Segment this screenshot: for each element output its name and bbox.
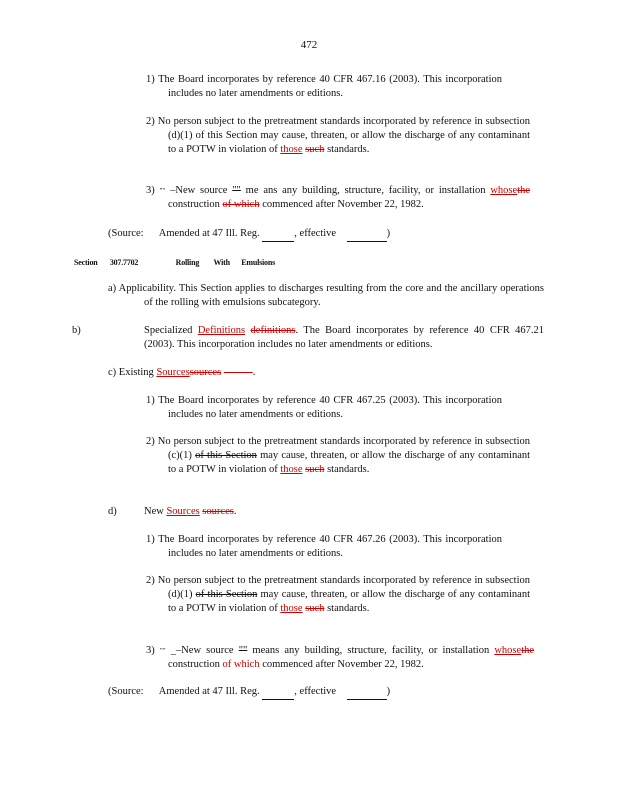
inserted-text: those	[280, 464, 303, 475]
deleted-text: the	[517, 185, 531, 196]
section-title-word: Rolling	[175, 258, 200, 267]
subsection-a	[108, 282, 544, 310]
item-text-end: standards.	[327, 603, 370, 614]
item-label: 2)	[146, 436, 155, 447]
item-text: construction	[168, 659, 220, 670]
item-text: commenced after November 22, 1982.	[262, 659, 424, 670]
section-word: Section	[74, 258, 98, 267]
item-label: 2)	[146, 116, 155, 127]
item-text: No person subject to the pretreatment standards incorporated by reference in subsection (d)(1)	[157, 575, 531, 600]
item-text: commenced after November 22, 1982.	[262, 199, 424, 210]
source-text: )	[386, 228, 391, 239]
inserted-text: whose	[490, 185, 518, 196]
item-label: 2)	[146, 575, 155, 586]
subsection-c-item-2	[146, 435, 530, 477]
deleted-text: such	[305, 603, 325, 614]
subsection-label: b)	[72, 325, 81, 336]
subsection-d	[108, 505, 236, 519]
source-text: , effective	[294, 686, 337, 697]
source-note-2	[108, 685, 390, 700]
blank-line	[347, 685, 387, 700]
deleted-text: of which	[222, 199, 260, 210]
item-text: The Board incorporates by reference 40 CFR 467.26 (2003). This incorporation includes no later amendments or editions.	[158, 534, 502, 559]
subsection-text: Specialized	[144, 325, 193, 336]
item-text: No person subject to the pretreatment standards incorporated by reference in subsection (c)(1)	[157, 436, 531, 461]
deleted-text: such	[305, 464, 325, 475]
deleted-text: of this Section	[195, 589, 258, 600]
subsection-label: a)	[108, 283, 117, 294]
inserted-text: Sources	[166, 506, 200, 517]
subsection-text: New	[144, 506, 164, 517]
item-text: –New source	[170, 185, 228, 196]
deleted-text: of this Section	[195, 450, 257, 461]
section-heading	[74, 256, 275, 270]
subsection-text: .	[233, 506, 237, 517]
section-title-word: Emulsions	[241, 258, 276, 267]
subsection-text: Existing	[118, 367, 154, 378]
deleted-text: sources	[189, 367, 222, 378]
quote-marks: ""	[159, 647, 166, 655]
quote-marks-deleted: ""	[232, 185, 241, 196]
source-text: Amended at 47 Ill. Reg.	[158, 686, 260, 697]
inserted-text: those	[280, 603, 303, 614]
inserted-text: whose	[494, 645, 522, 656]
inserted-text: of which	[222, 659, 260, 670]
subsection-d-item-3	[146, 644, 534, 672]
item-text: means any building, structure, facility, or installation	[252, 645, 490, 656]
item-label: 3)	[146, 645, 155, 656]
deleted-text: the	[521, 645, 535, 656]
deleted-text: definitions	[250, 325, 296, 336]
blank-line	[262, 227, 294, 242]
subsection-c	[108, 366, 255, 380]
paragraph-1-item-1	[146, 73, 502, 101]
source-label: (Source:	[108, 686, 144, 697]
item-text-end: standards.	[327, 464, 370, 475]
blank-line	[262, 685, 294, 700]
source-text: , effective	[294, 228, 337, 239]
quote-marks-deleted: ""	[238, 645, 248, 656]
deleted-text	[224, 367, 253, 378]
source-note-1	[108, 227, 390, 242]
inserted-text: those	[280, 144, 303, 155]
section-title-word: With	[213, 258, 230, 267]
item-text: The Board incorporates by reference 40 CFR 467.16 (2003). This incorporation includes no later amendments or editions.	[158, 74, 502, 99]
source-text: Amended at 47 Ill. Reg.	[158, 228, 260, 239]
inserted-text: Sources	[156, 367, 190, 378]
deleted-text: sources	[202, 506, 234, 517]
subsection-text: Applicability. This Section applies to discharges resulting from the core and the ancillary operations of the rolling with emulsions subcategory.	[118, 283, 544, 308]
item-text: me ans any building, structure, facility, or installation	[245, 185, 486, 196]
item-text: The Board incorporates by reference 40 CFR 467.25 (2003). This incorporation includes no later amendments or editions.	[158, 395, 502, 420]
source-text: )	[386, 686, 391, 697]
paragraph-1-item-3	[146, 184, 530, 212]
deleted-text: such	[305, 144, 325, 155]
item-text-end: standards.	[327, 144, 370, 155]
page-number: 472	[300, 39, 318, 51]
item-label: 1)	[146, 74, 155, 85]
section-number: 307.7702	[109, 258, 139, 267]
subsection-d-item-1	[146, 533, 502, 561]
subsection-c-item-1	[146, 394, 502, 422]
source-label: (Source:	[108, 228, 144, 239]
quote-marks: ""	[159, 187, 166, 195]
inserted-text: Definitions	[197, 325, 246, 336]
item-label: 1)	[146, 395, 155, 406]
item-text: construction	[168, 199, 220, 210]
item-label: 1)	[146, 534, 155, 545]
item-text: No person subject to the pretreatment standards incorporated by reference in subsection (d)(1) of this Section may cause, threaten, or allow the discharge of any contaminant to a POTW in violation of	[157, 116, 531, 155]
blank-line	[347, 227, 387, 242]
item-text: may cause, threaten, or allow the discharge of any contaminant to a POTW in violation of	[168, 589, 531, 614]
item-label: 3)	[146, 185, 155, 196]
subsection-b	[72, 324, 545, 352]
paragraph-1-item-2	[146, 115, 530, 157]
subsection-text: . The Board incorporates by reference 40 CFR 467.21 (2003). This incorporation includes no later amendments or editions.	[144, 325, 545, 350]
subsection-label: c)	[108, 367, 117, 378]
subsection-label: d)	[108, 506, 117, 517]
item-text: _–New source	[170, 645, 234, 656]
subsection-d-item-2	[146, 574, 530, 616]
item-text: may cause, threaten, or allow the discharge of any contaminant to a POTW in violation of	[168, 450, 531, 475]
subsection-text: .	[252, 367, 256, 378]
